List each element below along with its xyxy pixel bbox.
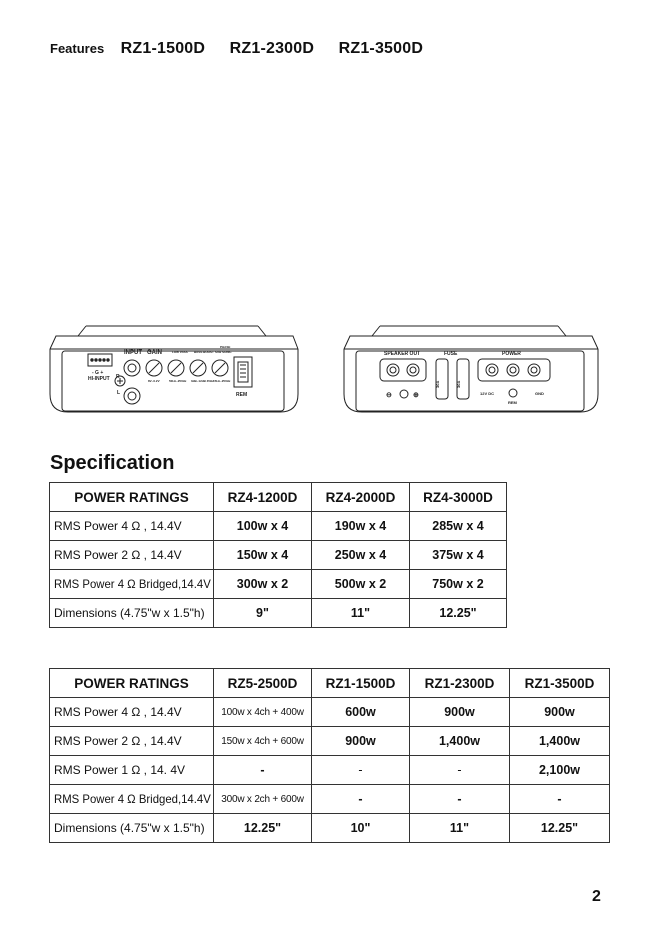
header-cell: POWER RATINGS	[50, 483, 214, 512]
left-amp-panel-drawing	[48, 324, 300, 419]
value-cell: 500w x 2	[312, 570, 410, 599]
power-label: POWER	[502, 351, 521, 357]
value-cell: -	[312, 785, 410, 814]
value-cell: 285w x 4	[410, 512, 507, 541]
features-header	[50, 40, 443, 58]
value-cell: 11"	[410, 814, 510, 843]
gnd-label: GND	[535, 391, 544, 396]
range-label-3: 0dB~12dB 45Hz	[191, 379, 214, 383]
value-cell: 12.25"	[214, 814, 312, 843]
table-row	[50, 814, 610, 843]
table-row	[50, 512, 507, 541]
table-row	[50, 785, 610, 814]
value-cell: 12.25"	[510, 814, 610, 843]
rem-label-right: REM	[508, 400, 517, 405]
header-cell: RZ4-2000D	[312, 483, 410, 512]
value-cell: 100w x 4ch + 400w	[214, 698, 312, 727]
table-row	[50, 570, 507, 599]
knob-label-1: LOW PASS	[172, 350, 188, 354]
value-cell: 600w	[312, 698, 410, 727]
value-cell: -	[410, 785, 510, 814]
fuse-value-1: 30A	[435, 380, 440, 388]
range-label-1: 8V~0.2V	[148, 379, 160, 383]
header-cell: RZ1-3500D	[510, 669, 610, 698]
r-label: R	[116, 374, 120, 380]
row-label: RMS Power 2 Ω , 14.4V	[50, 541, 214, 570]
fuse-value-2: 30A	[456, 380, 461, 388]
minus-symbol: ⊖	[386, 392, 392, 399]
range-label-4: 15Hz~250Hz	[213, 379, 231, 383]
model-3: RZ1-3500D	[338, 40, 424, 57]
row-label: RMS Power 2 Ω , 14.4V	[50, 727, 214, 756]
value-cell: 1,400w	[410, 727, 510, 756]
value-cell: 300w x 2	[214, 570, 312, 599]
row-label: Dimensions (4.75"w x 1.5"h)	[50, 814, 214, 843]
value-cell: 750w x 2	[410, 570, 507, 599]
plus-symbol: ⊕	[413, 392, 419, 399]
gain-label: GAIN	[147, 350, 162, 356]
header-cell: RZ5-2500D	[214, 669, 312, 698]
model-1: RZ1-1500D	[120, 40, 206, 57]
12v-label: 12V DC	[480, 391, 495, 396]
value-cell: 900w	[410, 698, 510, 727]
knob-label-2: BASS BOOST	[194, 350, 214, 354]
range-label-2: 50Hz~250Hz	[169, 379, 187, 383]
table-row	[50, 698, 610, 727]
value-cell: -	[312, 756, 410, 785]
header-cell: RZ4-3000D	[410, 483, 507, 512]
value-cell: 12.25"	[410, 599, 507, 628]
value-cell: 150w x 4ch + 600w	[214, 727, 312, 756]
knob-label-3: SUB SONIC	[215, 350, 232, 354]
table-row	[50, 727, 610, 756]
specification-title: Specification	[50, 452, 175, 474]
spec-table-1	[49, 482, 507, 628]
value-cell: 150w x 4	[214, 541, 312, 570]
value-cell: 10"	[312, 814, 410, 843]
value-cell: 300w x 2ch + 600w	[214, 785, 312, 814]
table-row	[50, 756, 610, 785]
value-cell: 1,400w	[510, 727, 610, 756]
value-cell: 900w	[510, 698, 610, 727]
input-label: INPUT	[124, 350, 142, 356]
right-amp-panel-drawing	[342, 324, 600, 419]
hi-input-label: HI-INPUT	[88, 376, 110, 382]
page-number: 2	[592, 888, 601, 905]
table-header-row	[50, 669, 610, 698]
terminal-pins	[91, 359, 109, 361]
fuse-label: FUSE	[444, 351, 458, 357]
rem-label-left: REM	[236, 392, 248, 398]
row-label: Dimensions (4.75"w x 1.5"h)	[50, 599, 214, 628]
model-2: RZ1-2300D	[229, 40, 315, 57]
row-label: RMS Power 4 Ω , 14.4V	[50, 698, 214, 727]
value-cell: 190w x 4	[312, 512, 410, 541]
value-cell: 100w x 4	[214, 512, 312, 541]
row-label: RMS Power 4 Ω Bridged,14.4V	[50, 570, 214, 599]
value-cell: -	[510, 785, 610, 814]
header-cell: POWER RATINGS	[50, 669, 214, 698]
value-cell: 375w x 4	[410, 541, 507, 570]
spec-table-2	[49, 668, 610, 843]
table-row	[50, 599, 507, 628]
value-cell: 250w x 4	[312, 541, 410, 570]
g-row-label: - G +	[92, 370, 104, 376]
knob-label-4: PHASE	[220, 345, 231, 349]
header-cell: RZ1-2300D	[410, 669, 510, 698]
header-cell: RZ4-1200D	[214, 483, 312, 512]
value-cell: -	[410, 756, 510, 785]
speaker-out-label: SPEAKER OUT	[384, 351, 421, 357]
row-label: RMS Power 4 Ω , 14.4V	[50, 512, 214, 541]
value-cell: 9"	[214, 599, 312, 628]
features-label: Features	[50, 41, 105, 56]
value-cell: 11"	[312, 599, 410, 628]
header-cell: RZ1-1500D	[312, 669, 410, 698]
row-label: RMS Power 4 Ω Bridged,14.4V	[50, 785, 214, 814]
l-label: L	[117, 390, 121, 396]
table-row	[50, 541, 507, 570]
value-cell: 900w	[312, 727, 410, 756]
value-cell: 2,100w	[510, 756, 610, 785]
table-header-row	[50, 483, 507, 512]
row-label: RMS Power 1 Ω , 14. 4V	[50, 756, 214, 785]
value-cell: -	[214, 756, 312, 785]
